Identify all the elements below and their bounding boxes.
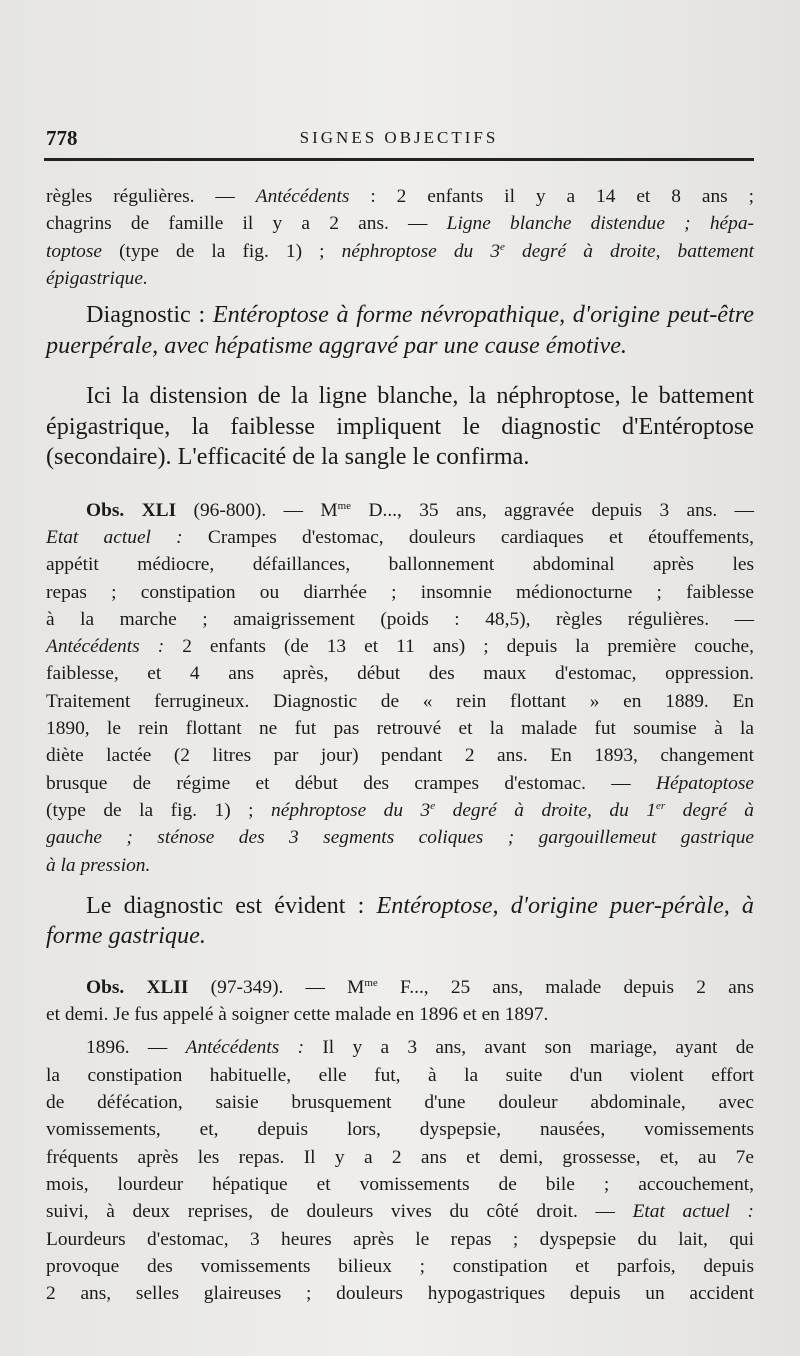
obs41-line14: à la pression. [46, 854, 151, 876]
obs42-line2: et demi. Je fus appelé à soigner cette malade en 1896 et en 1897. [46, 1004, 549, 1026]
paragraph-antecedents-line1: règles régulières. — Antécédents : 2 enfants il y a 14 et 8 ans ; [46, 186, 755, 207]
obs41-title: Obs. XLI [86, 499, 177, 521]
obs41-line12: (type de la fig. 1) ; néphroptose du 3e degré à droite, du 1er degré à [46, 799, 754, 821]
obs41-line7: faiblesse, et 4 ans après, début des maux d'estomac, oppression. [46, 663, 754, 685]
page-body [46, 183, 754, 1307]
obs41-line5: à la marche ; amaigrissement (poids : 48,5), règles régulières. — [46, 608, 754, 630]
obs42-title: Obs. XLII [86, 976, 189, 998]
obs42-p2-line4: vomissements, et, depuis lors, dyspepsie, nausées, vomissements [46, 1119, 754, 1141]
obs42-p2-line9: provoque des vomissements bilieux ; constipation et parfois, depuis [46, 1255, 754, 1277]
running-title: SIGNES OBJECTIFS [299, 128, 499, 147]
diagnostic-paragraph-2: Le diagnostic est évident : Entéroptose, d'origine puer-péràle, à forme gastrique. [46, 891, 755, 950]
obs42-p2-line7: suivi, à deux reprises, de douleurs vives du côté droit. — Etat actuel : [46, 1201, 755, 1223]
obs41-line9: 1890, le rein flottant ne fut pas retrouvé et la malade fut soumise à la [46, 718, 754, 740]
paragraph-antecedents-line3: toptose (type de la fig. 1) ; néphroptose du 3e degré à droite, battement [46, 240, 754, 262]
obs41-line11: brusque de régime et début des crampes d'estomac. — Hépatoptose [46, 772, 754, 794]
header-rule [44, 158, 754, 161]
obs41-line4: repas ; constipation ou diarrhée ; insomnie médionocturne ; faiblesse [46, 581, 754, 603]
obs42-line1: Obs. XLII (97-349). — $M^{me}$ F..., 25 ans, malade depuis 2 ans [86, 976, 754, 998]
obs42-p2-line3: de défécation, saisie brusquement d'une douleur abdominale, avec [46, 1092, 754, 1114]
obs42-p2-line5: fréquents après les repas. Il y a 2 ans et demi, grossesse, et, au 7e [46, 1146, 754, 1168]
paragraph-antecedents-line2: chagrins de famille il y a 2 ans. — Ligne blanche distendue ; hépa- [46, 213, 754, 235]
obs41-line6: Antécédents : 2 enfants (de 13 et 11 ans) ; depuis la première couche, [46, 636, 755, 658]
diagnostic-paragraph-1: Diagnostic : Entéroptose à forme névropathique, d'origine peut-être puerpérale, avec hépatisme aggravé par une cause émotive. [46, 301, 755, 359]
paragraph-antecedents-line4: épigastrique. [46, 267, 148, 289]
obs41-line8: Traitement ferrugineux. Diagnostic de « rein flottant » en 1889. En [46, 690, 754, 712]
paragraph-ici: Ici la distension de la ligne blanche, la néphroptose, le battement épigastrique, la faiblesse impliquent le diagnostic d'Entéroptose (secondaire). L'efficacité de la sangle le confirma. [46, 382, 754, 471]
obs42-p2-line10: 2 ans, selles glaireuses ; douleurs hypogastriques depuis un accident [46, 1283, 754, 1305]
obs41-line2: Etat actuel : Crampes d'estomac, douleurs cardiaques et étouffements, [46, 526, 754, 548]
obs41-line13: gauche ; sténose des 3 segments coliques ; gargouillemeut gastrique [46, 827, 754, 849]
obs42-p2-line6: mois, lourdeur hépatique et vomissements de bile ; accouchement, [46, 1173, 754, 1195]
obs41-line10: diète lactée (2 litres par jour) pendant 2 ans. En 1893, changement [46, 745, 754, 767]
obs42-p2-line8: Lourdeurs d'estomac, 3 heures après le repas ; dyspepsie du lait, qui [46, 1228, 754, 1250]
obs42-p2-line1: 1896. — Antécédents : Il y a 3 ans, avant son mariage, ayant de [86, 1037, 755, 1059]
obs41-line3: appétit médiocre, défaillances, ballonnement abdominal après les [46, 554, 754, 576]
page-header [46, 126, 752, 150]
page-number: 778 [46, 126, 78, 150]
obs42-p2-line2: la constipation habituelle, elle fut, à la suite d'un violent effort [46, 1064, 754, 1086]
obs41-line1: Obs. XLI (96-800). — $M^{me}$ D..., 35 ans, aggravée depuis 3 ans. — [86, 499, 755, 521]
